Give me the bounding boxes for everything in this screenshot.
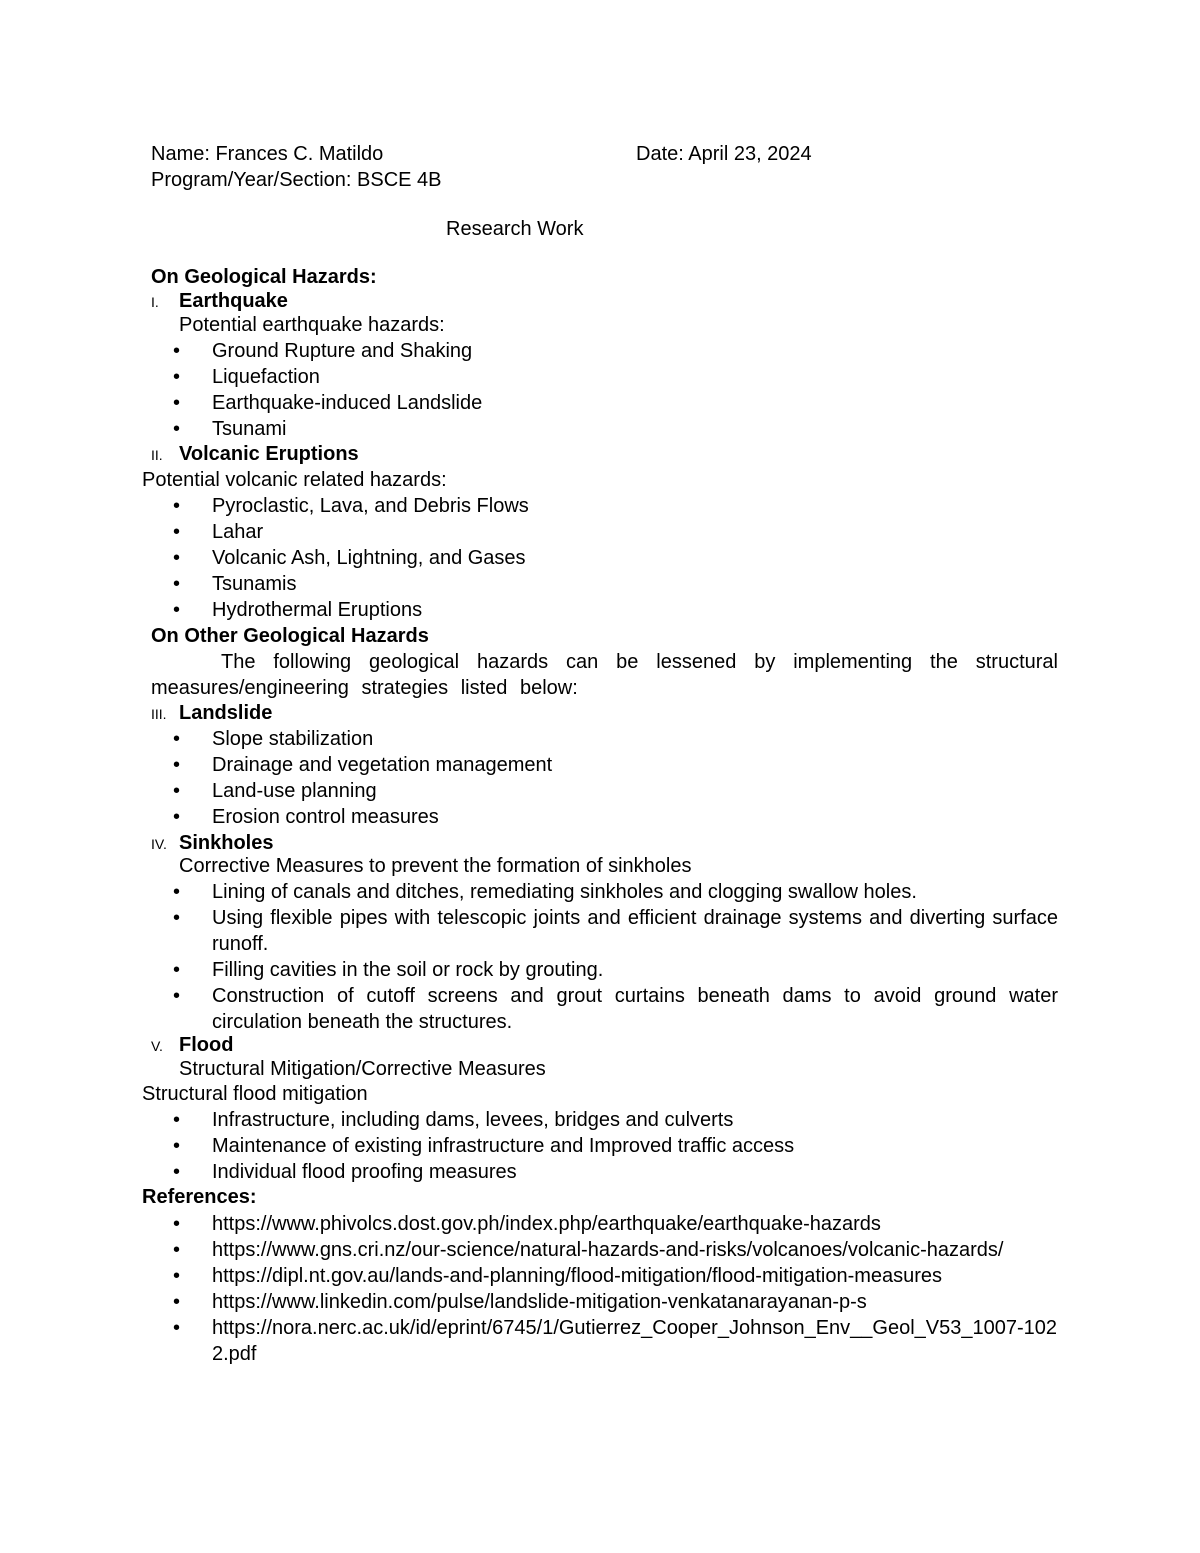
section-numeral: III. (151, 706, 167, 722)
references-heading: References: (142, 1186, 257, 1208)
list-item: • Drainage and vegetation management (151, 752, 1058, 778)
section-numeral: I. (151, 294, 159, 310)
program-year-section: Program/Year/Section: BSCE 4B (151, 169, 442, 191)
list-item: • Earthquake-induced Landslide (151, 390, 1058, 416)
list-item: • Liquefaction (151, 364, 1058, 390)
section-title: Landslide (179, 702, 273, 724)
list-item: • Erosion control measures (151, 804, 1058, 830)
list-item: • Using flexible pipes with telescopic joints and efficient drainage systems and diverting surface runoff. (151, 905, 1058, 957)
flood-section-heading (151, 1032, 234, 1059)
section-numeral: IV. (151, 836, 167, 852)
earthquake-hazards-list (151, 338, 1071, 442)
landslide-section-heading (151, 700, 273, 727)
list-item: • Slope stabilization (151, 726, 1058, 752)
list-item: • Filling cavities in the soil or rock by grouting. (151, 957, 1058, 983)
other-hazards-heading: On Other Geological Hazards (151, 625, 429, 647)
list-item: • Lahar (151, 519, 1058, 545)
geological-hazards-heading: On Geological Hazards: (151, 266, 377, 288)
sinkholes-section-heading (151, 830, 274, 857)
submission-date: Date: April 23, 2024 (636, 143, 812, 165)
list-item: • Ground Rupture and Shaking (151, 338, 1058, 364)
list-item: • Infrastructure, including dams, levees, bridges and culverts (151, 1107, 1058, 1133)
document-title: Research Work (446, 218, 584, 240)
list-item: • Tsunamis (151, 571, 1058, 597)
list-item: • Tsunami (151, 416, 1058, 442)
earthquake-intro: Potential earthquake hazards: (179, 314, 445, 336)
list-item: • Volcanic Ash, Lightning, and Gases (151, 545, 1058, 571)
list-item: • Pyroclastic, Lava, and Debris Flows (151, 493, 1058, 519)
section-numeral: II. (151, 447, 163, 463)
list-item: • Individual flood proofing measures (151, 1159, 1058, 1185)
list-item: • Hydrothermal Eruptions (151, 597, 1058, 623)
reference-link[interactable]: • https://www.phivolcs.dost.gov.ph/index.php/earthquake/earthquake-hazards (151, 1211, 1058, 1237)
sinkholes-measures-list (151, 879, 1071, 1035)
section-title: Volcanic Eruptions (179, 443, 359, 465)
other-hazards-paragraph: The following geological hazards can be lessened by implementing the structural measures/engineering strategies listed below: (151, 651, 1058, 699)
volcanic-hazards-list (151, 493, 1071, 623)
flood-measures-list (151, 1107, 1071, 1185)
list-item: • Lining of canals and ditches, remediating sinkholes and clogging swallow holes. (151, 879, 1058, 905)
volcanic-intro: Potential volcanic related hazards: (142, 469, 447, 491)
sinkholes-intro: Corrective Measures to prevent the formation of sinkholes (179, 855, 692, 877)
volcanic-section-heading (151, 441, 359, 468)
section-title: Sinkholes (179, 832, 274, 854)
section-numeral: V. (151, 1038, 163, 1054)
references-list (151, 1211, 1071, 1367)
reference-link[interactable]: • https://www.gns.cri.nz/our-science/natural-hazards-and-risks/volcanoes/volcanic-hazards/ (151, 1237, 1058, 1263)
list-item: • Construction of cutoff screens and grout curtains beneath dams to avoid ground water circulation beneath the structures. (151, 983, 1058, 1035)
section-title: Earthquake (179, 290, 288, 312)
reference-link[interactable]: • https://dipl.nt.gov.au/lands-and-planning/flood-mitigation/flood-mitigation-measures (151, 1263, 1058, 1289)
reference-link[interactable]: • https://www.linkedin.com/pulse/landslide-mitigation-venkatanarayanan-p-s (151, 1289, 1058, 1315)
reference-link[interactable]: • https://nora.nerc.ac.uk/id/eprint/6745/1/Gutierrez_Cooper_Johnson_Env__Geol_V53_1007-1022.pdf (151, 1315, 1058, 1367)
landslide-measures-list (151, 726, 1071, 830)
section-title: Flood (179, 1034, 234, 1056)
earthquake-section-heading (151, 288, 288, 315)
student-name: Name: Frances C. Matildo (151, 143, 384, 165)
list-item: • Land-use planning (151, 778, 1058, 804)
flood-sub-intro: Structural flood mitigation (142, 1083, 368, 1105)
list-item: • Maintenance of existing infrastructure and Improved traffic access (151, 1133, 1058, 1159)
flood-intro: Structural Mitigation/Corrective Measures (179, 1058, 546, 1080)
